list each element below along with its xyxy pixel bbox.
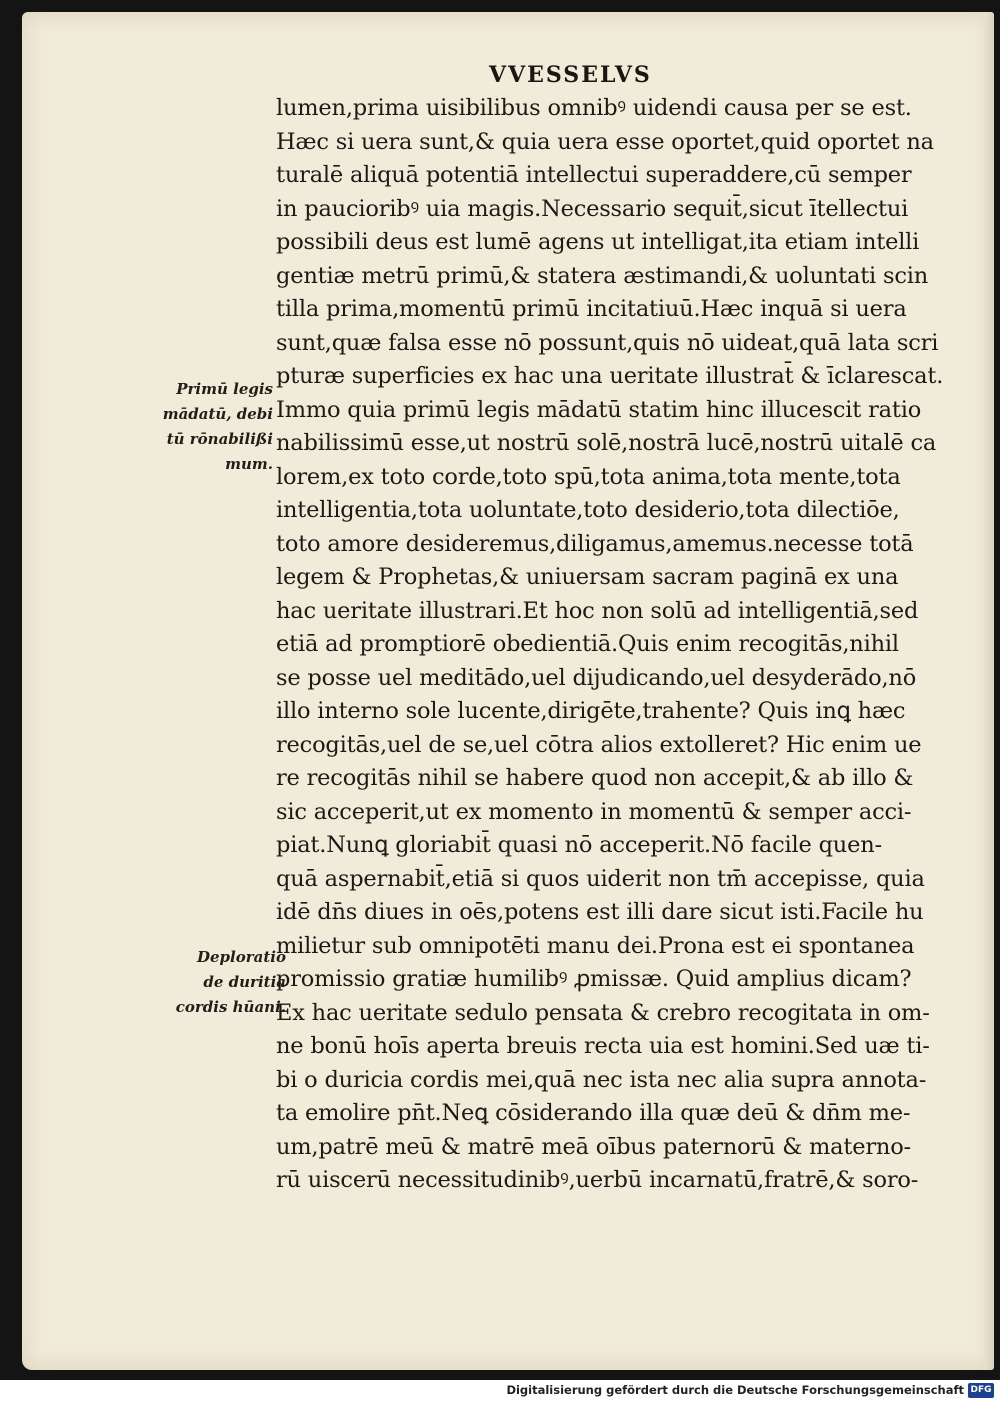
marginal-note-first-commandment	[130, 377, 273, 477]
text-line: lumen,prima uisibilibus omnibꝰ uidendi causa per se est.	[276, 95, 912, 121]
marginal-note-line: Primū legis	[176, 380, 273, 398]
dfg-logo: DFG	[968, 1383, 994, 1398]
text-line: idē dn̄s diues in oēs,potens est illi dare sicut isti.Facile hu	[276, 899, 924, 925]
text-line: intelligentia,tota uoluntate,toto desiderio,tota dilectiōe,	[276, 497, 900, 523]
text-line: bi o duricia cordis mei,quā nec ista nec alia supra annota-	[276, 1066, 927, 1093]
marginal-note-line: de duritia	[203, 973, 286, 991]
text-line: etiā ad promptiorē obedientiā.Quis enim recogitās,nihil	[276, 631, 899, 657]
text-line: ne bonū hoīs aperta breuis recta uia est homini.Sed uæ ti-	[276, 1033, 930, 1059]
footer-bar	[0, 1380, 1000, 1401]
marginal-note-deploratio	[130, 945, 286, 1020]
main-text-block	[276, 92, 944, 1198]
text-line: illo interno sole lucente,dirigēte,trahente? Quis inꝗ hæc	[276, 698, 906, 724]
text-line: possibili deus est lumē agens ut intelligat,ita etiam intelli	[276, 229, 920, 255]
text-line: sic acceperit,ut ex momento in momentū & semper acci-	[276, 798, 912, 825]
text-line: Ex hac ueritate sedulo pensata & crebro recogitata in om-	[276, 999, 930, 1026]
text-line: tilla prima,momentū primū incitatiuū.Hæc inquā si uera	[276, 296, 907, 322]
text-line: promissio gratiæ humilibꝰ ꝓmissæ. Quid amplius dicam?	[276, 966, 912, 992]
text-line: Hæc si uera sunt,& quia uera esse oportet,quid oportet na	[276, 128, 934, 155]
text-line: rū uiscerū necessitudinibꝰ,uerbū incarnatū,fratrē,& soro-	[276, 1167, 919, 1193]
marginal-note-line: Deploratio	[197, 948, 286, 966]
text-line: sunt,quæ falsa esse nō possunt,quis nō uideat,quā lata scri	[276, 329, 939, 356]
text-line: in paucioribꝰ uia magis.Necessario sequit̄,sicut ītellectui	[276, 195, 909, 222]
text-line: turalē aliquā potentiā intellectui superaddere,cū semper	[276, 162, 912, 188]
funding-credit: Digitalisierung gefördert durch die Deutsche Forschungsgemeinschaft	[506, 1383, 964, 1397]
marginal-note-line: mum.	[225, 455, 273, 473]
marginal-note-line: tū rōnabilißi	[166, 430, 273, 448]
text-line: um,patrē meū & matrē meā oībus paternorū & materno-	[276, 1133, 911, 1160]
page-edge	[984, 12, 994, 1370]
text-line: piat.Nunꝗ gloriabit̄ quasi nō acceperit.Nō facile quen-	[276, 832, 882, 858]
text-line: quā aspernabit̄,etiā si quos uiderit non tm̄ accepisse, quia	[276, 865, 925, 892]
marginal-note-line: cordis hūani.	[175, 998, 286, 1016]
running-head: VVESSELVS	[489, 62, 652, 88]
text-line: milietur sub omnipotēti manu dei.Prona est ei spontanea	[276, 932, 915, 959]
text-line: lorem,ex toto corde,toto spū,tota anima,tota mente,tota	[276, 463, 901, 490]
text-line: gentiæ metrū primū,& statera æstimandi,& uoluntati scin	[276, 262, 929, 289]
marginal-note-line: mādatū, debi	[162, 405, 273, 423]
text-line: Immo quia primū legis mādatū statim hinc illucescit ratio	[276, 396, 922, 423]
text-line: pturæ superficies ex hac una ueritate illustrat̄ & īclarescat.	[276, 363, 944, 389]
text-line: toto amore desideremus,diligamus,amemus.necesse totā	[276, 530, 914, 557]
text-line: nabilissimū esse,ut nostrū solē,nostrā lucē,nostrū uitalē ca	[276, 430, 937, 456]
text-line: recogitās,uel de se,uel cōtra alios extolleret? Hic enim ue	[276, 731, 922, 758]
text-line: hac ueritate illustrari.Et hoc non solū ad intelligentiā,sed	[276, 597, 919, 624]
text-line: re recogitās nihil se habere quod non accepit,& ab illo &	[276, 765, 914, 791]
text-line: se posse uel meditādo,uel dijudicando,uel desyderādo,nō	[276, 664, 917, 691]
text-line: ta emolire pn̄t.Neꝗ cōsiderando illa quæ deū & dn̄m me-	[276, 1100, 911, 1126]
text-line: legem & Prophetas,& uniuersam sacram paginā ex una	[276, 564, 899, 590]
